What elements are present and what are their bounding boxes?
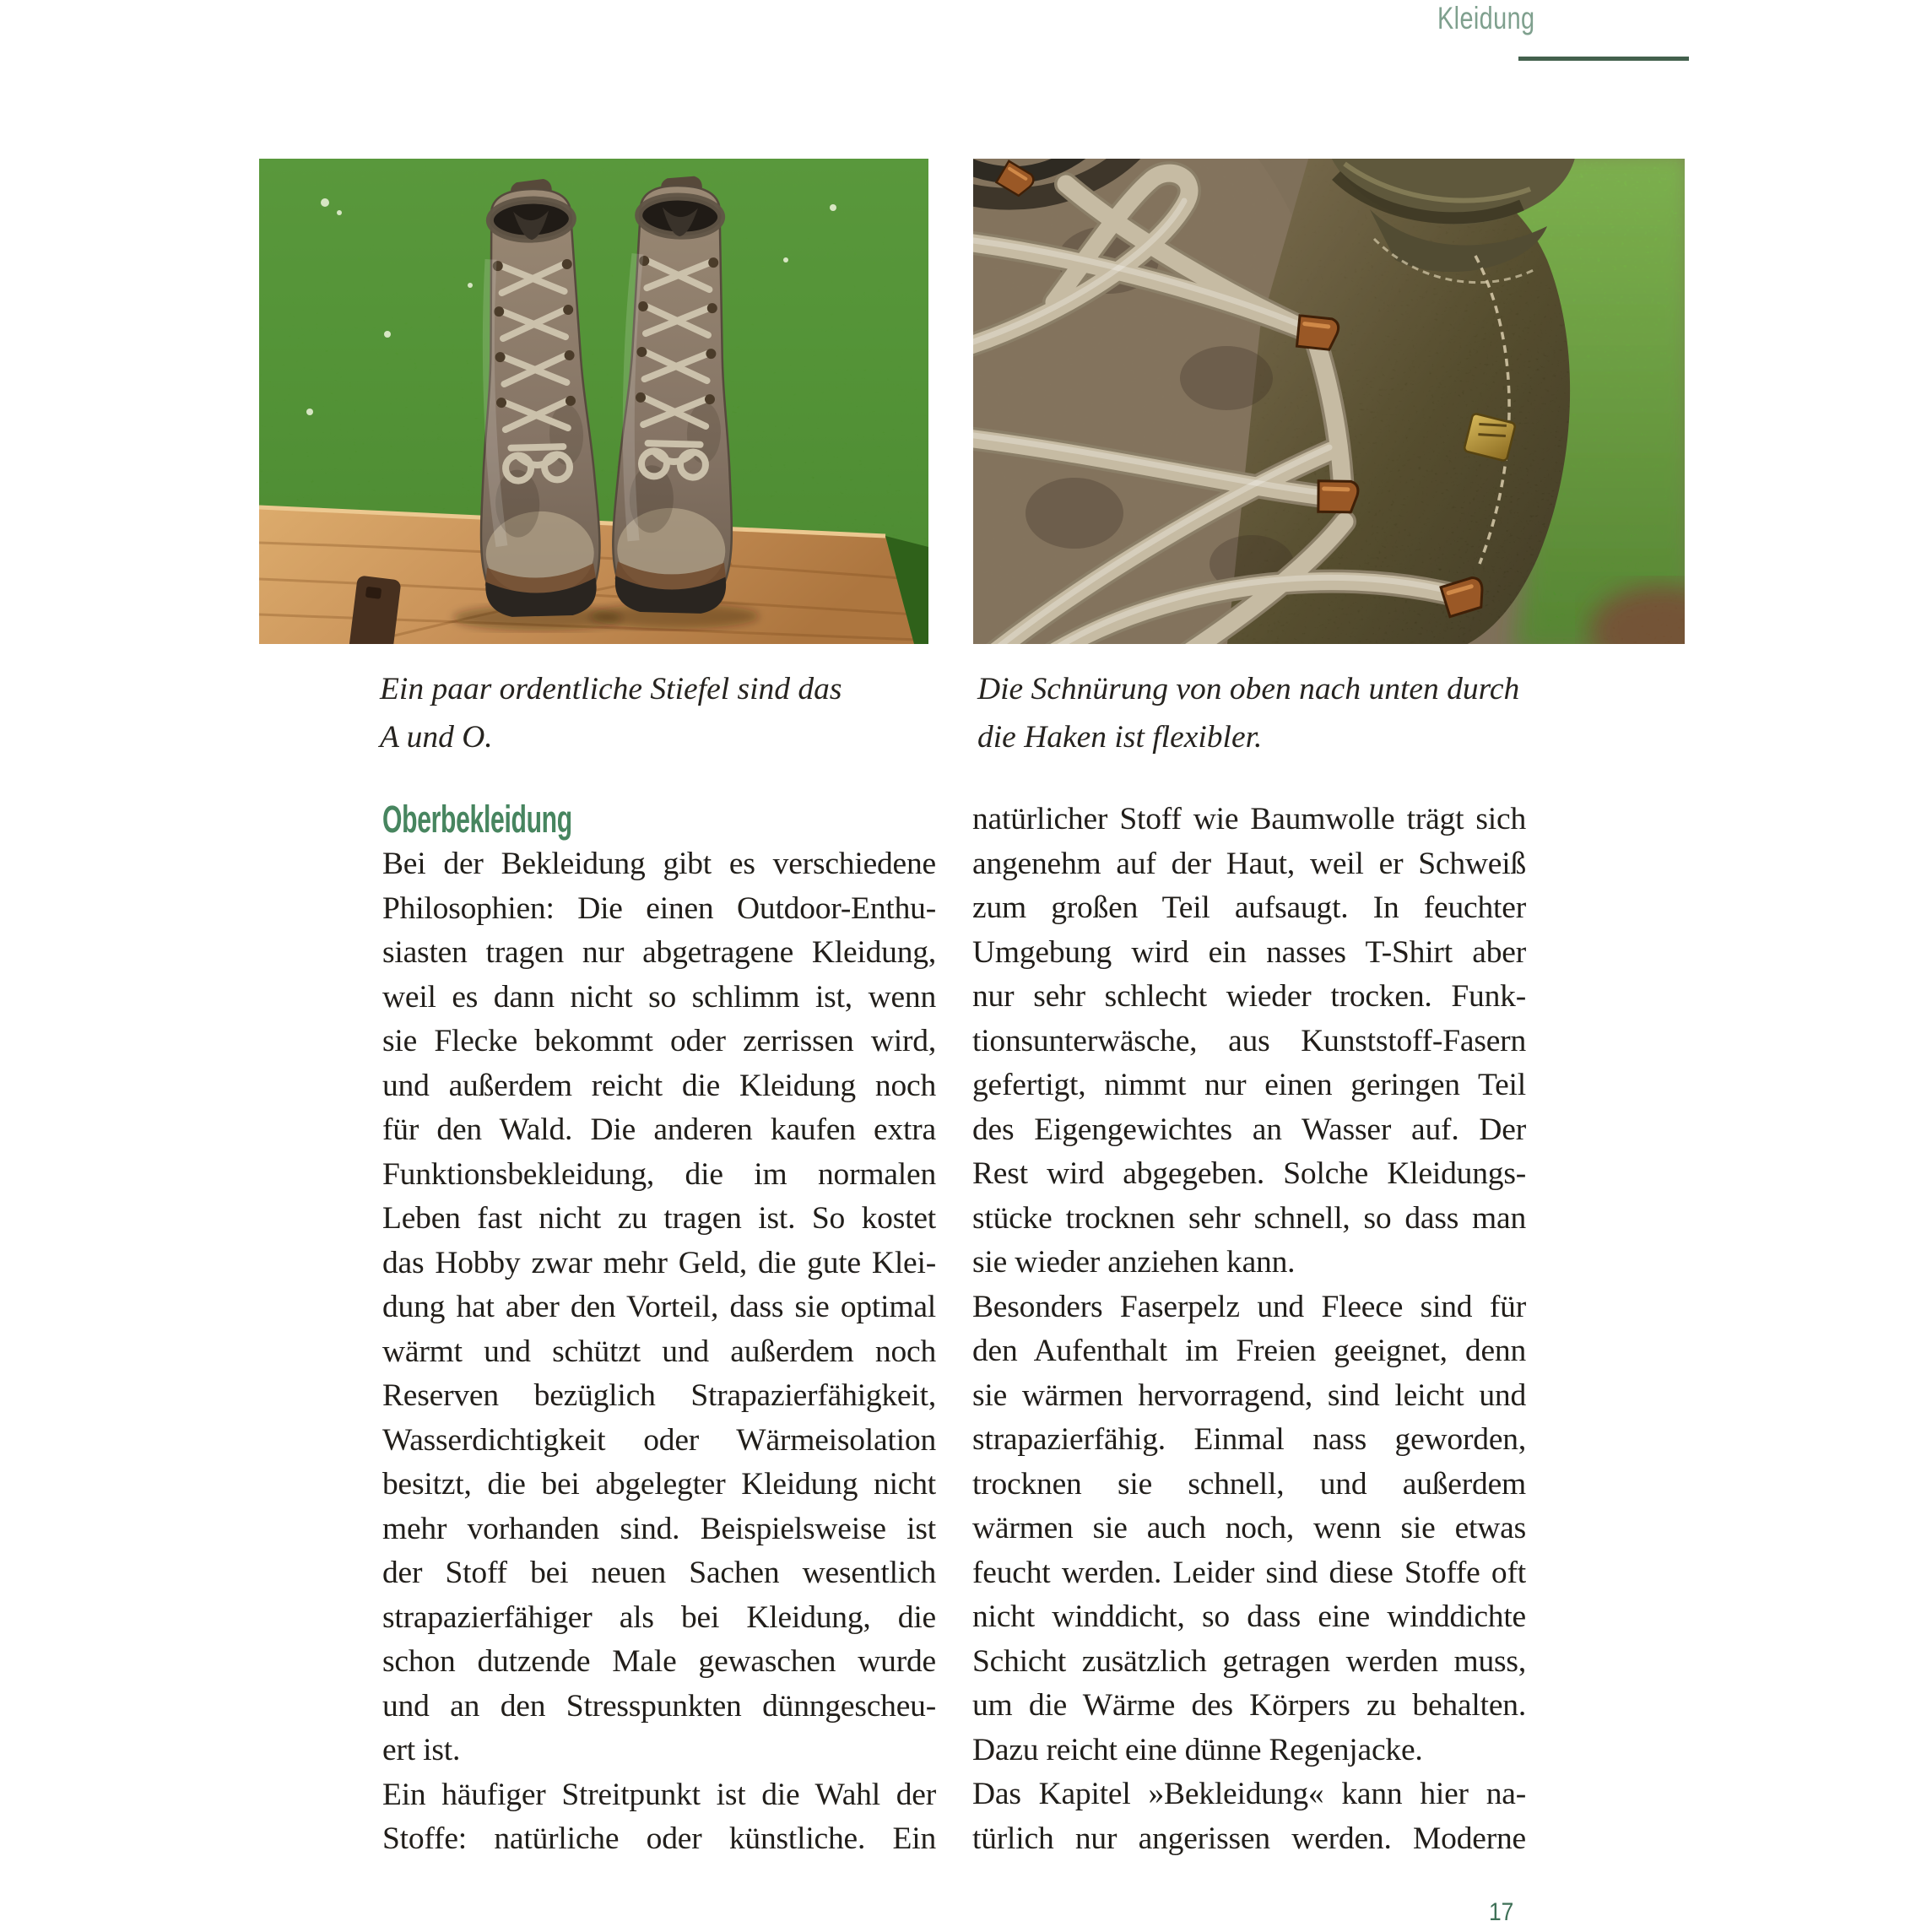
text-line: stücke trocknen sehr schnell, so dass man xyxy=(972,1200,1526,1236)
text-line: angenehm auf der Haut, weil er Schweiß xyxy=(972,846,1526,881)
text-line: Umgebung wird ein nasses T-Shirt aber xyxy=(972,934,1526,970)
boot-lacing-photo-image xyxy=(973,159,1685,644)
text-line: A und O. xyxy=(380,720,493,755)
text-line: siasten tragen nur abgetragene Kleidung, xyxy=(382,935,936,970)
text-line: trocknen sie schnell, und außerdem xyxy=(972,1466,1526,1502)
boot-lacing-closeup-photo xyxy=(973,159,1685,644)
text-line: sie Flecke bekommt oder zerrissen wird, xyxy=(382,1024,936,1058)
text-line: die Haken ist flexibler. xyxy=(977,720,1263,755)
text-column-left xyxy=(382,842,936,1862)
text-line: um die Wärme des Körpers zu behalten. xyxy=(972,1688,1526,1723)
text-line: das Hobby zwar mehr Geld, die gute Klei- xyxy=(382,1245,936,1280)
text-line: tionsunterwäsche, aus Kunststoff-Fasern xyxy=(972,1023,1526,1058)
text-line: und an den Stresspunkten dünngescheu- xyxy=(382,1688,936,1724)
text-line: Reserven bezüglich Strapazierfähigkeit, xyxy=(382,1378,936,1413)
text-line: strapazierfähig. Einmal nass geworden, xyxy=(972,1422,1526,1457)
text-line: dung hat aber den Vorteil, dass sie optimal xyxy=(382,1290,936,1324)
section-heading: Oberbekleidung xyxy=(382,798,572,841)
page-number: 17 xyxy=(1489,1898,1514,1926)
text-line: weil es dann nicht so schlimm ist, wenn xyxy=(382,979,936,1015)
text-line: Rest wird abgegeben. Solche Kleidungs- xyxy=(972,1156,1526,1191)
text-line: und außerdem reicht die Kleidung noch xyxy=(382,1068,936,1103)
text-line: Wasserdichtigkeit oder Wärmeisolation xyxy=(382,1422,936,1458)
text-line: ert ist. xyxy=(382,1733,461,1767)
text-line: feucht werden. Leider sind diese Stoffe oft xyxy=(972,1555,1526,1590)
text-line: Ein paar ordentliche Stiefel sind das xyxy=(380,672,842,706)
text-line: nicht winddicht, so dass eine winddichte xyxy=(972,1599,1526,1634)
text-column-right xyxy=(972,798,1526,1861)
text-line: türlich nur angerissen werden. Moderne xyxy=(972,1821,1526,1856)
text-line: Ein häufiger Streitpunkt ist die Wahl der xyxy=(382,1777,936,1812)
text-line: Funktionsbekleidung, die im normalen xyxy=(382,1156,936,1192)
text-line: für den Wald. Die anderen kaufen extra xyxy=(382,1112,936,1147)
text-line: strapazierfähiger als bei Kleidung, die xyxy=(382,1599,936,1635)
text-line: zum großen Teil aufsaugt. In feuchter xyxy=(972,890,1526,925)
running-head-rule xyxy=(1518,57,1689,61)
text-line: der Stoff bei neuen Sachen wesentlich xyxy=(382,1556,936,1590)
boots-pair-photo-image xyxy=(259,159,928,644)
boots-pair-photo xyxy=(259,159,928,644)
text-line: sie wieder anziehen kann. xyxy=(972,1245,1296,1280)
text-line: Besonders Faserpelz und Fleece sind für xyxy=(972,1289,1526,1324)
text-line: mehr vorhanden sind. Beispielsweise ist xyxy=(382,1511,936,1546)
text-line: sie wärmen hervorragend, sind leicht und xyxy=(972,1377,1526,1413)
photo-caption-left xyxy=(380,665,962,761)
text-line: nur sehr schlecht wieder trocken. Funk- xyxy=(972,979,1526,1014)
text-line: Das Kapitel »Bekleidung« kann hier na- xyxy=(972,1777,1526,1811)
text-line: Dazu reicht eine dünne Regenjacke. xyxy=(972,1732,1423,1767)
text-line: Schicht zusätzlich getragen werden muss, xyxy=(972,1643,1526,1679)
text-line: wärmen sie auch noch, wenn sie etwas xyxy=(972,1511,1526,1545)
text-line: des Eigengewichtes an Wasser auf. Der xyxy=(972,1112,1526,1147)
text-line: Philosophien: Die einen Outdoor-Enthu- xyxy=(382,890,936,926)
text-line: natürlicher Stoff wie Baumwolle trägt sich xyxy=(972,802,1526,836)
text-line: Leben fast nicht zu tragen ist. So kostet xyxy=(382,1201,936,1236)
photo-caption-right xyxy=(977,665,1577,761)
text-line: schon dutzende Male gewaschen wurde xyxy=(382,1644,936,1679)
text-line: Bei der Bekleidung gibt es verschiedene xyxy=(382,847,936,881)
text-line: besitzt, die bei abgelegter Kleidung nicht xyxy=(382,1467,936,1502)
text-line: wärmt und schützt und außerdem noch xyxy=(382,1334,936,1369)
text-line: gefertigt, nimmt nur einen geringen Teil xyxy=(972,1068,1526,1102)
text-line: Die Schnürung von oben nach unten durch xyxy=(977,672,1520,706)
running-head: Kleidung xyxy=(1437,1,1535,35)
text-line: den Aufenthalt im Freien geeignet, denn xyxy=(972,1334,1526,1368)
text-line: Stoffe: natürliche oder künstliche. Ein xyxy=(382,1821,936,1856)
